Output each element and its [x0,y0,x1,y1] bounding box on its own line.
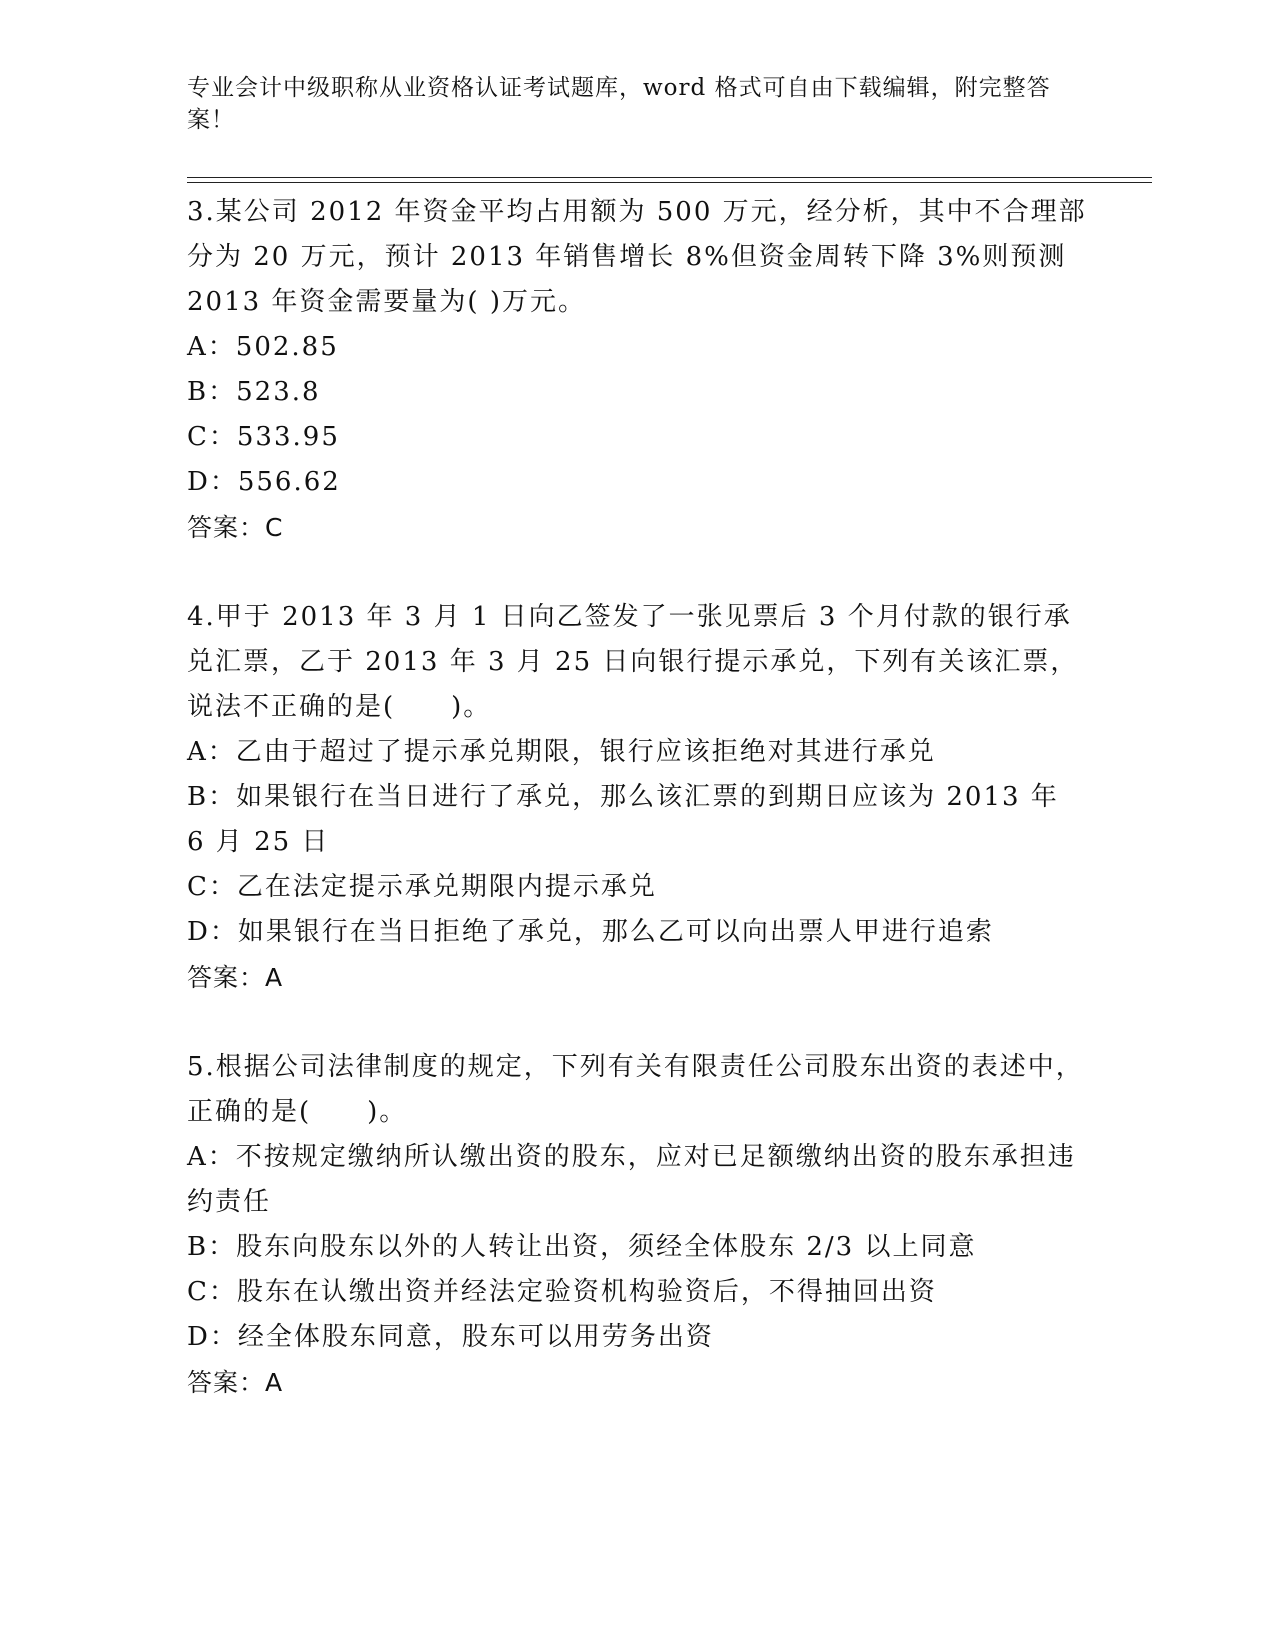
option-c: C：股东在认缴出资并经法定验资机构验资后，不得抽回出资 [187,1277,937,1307]
option-b: B：如果银行在当日进行了承兑，那么该汇票的到期日应该为 2013 年 6 月 25 日 [187,782,1059,857]
option-d: D：经全体股东同意，股东可以用劳务出资 [187,1322,714,1352]
question-4 [187,595,1087,1000]
option-d: D：556.62 [187,467,341,497]
question-spacer [187,1000,1087,1045]
answer-label: 答案：A [187,963,284,992]
question-5 [187,1045,1087,1405]
question-stem: 3.某公司 2012 年资金平均占用额为 500 万元，经分析，其中不合理部分为 20 万元，预计 2013 年销售增长 8%但资金周转下降 3%则预测 2013 年资金需要量为( )万元。 [187,197,1087,317]
question-stem: 5.根据公司法律制度的规定，下列有关有限责任公司股东出资的表述中，正确的是( )。 [187,1052,1084,1127]
option-a: A：502.85 [187,332,339,362]
option-a: A：乙由于超过了提示承兑期限，银行应该拒绝对其进行承兑 [187,737,936,767]
answer-label: 答案：C [187,513,284,542]
header-rule-bottom [187,182,1152,183]
header-rule-top [187,177,1152,178]
question-list [187,190,1087,1405]
question-stem: 4.甲于 2013 年 3 月 1 日向乙签发了一张见票后 3 个月付款的银行承兑汇票，乙于 2013 年 3 月 25 日向银行提示承兑，下列有关该汇票，说法不正确的是( )。 [187,602,1079,722]
option-b: B：股东向股东以外的人转让出资，须经全体股东 2/3 以上同意 [187,1232,977,1262]
option-d: D：如果银行在当日拒绝了承兑，那么乙可以向出票人甲进行追索 [187,917,994,947]
answer-label: 答案：A [187,1368,284,1397]
option-c: C：533.95 [187,422,340,452]
option-a: A：不按规定缴纳所认缴出资的股东，应对已足额缴纳出资的股东承担违约责任 [187,1142,1076,1217]
option-b: B：523.8 [187,377,321,407]
document-header: 专业会计中级职称从业资格认证考试题库，word 格式可自由下载编辑，附完整答案！ [187,75,1051,133]
option-c: C：乙在法定提示承兑期限内提示承兑 [187,872,657,902]
question-3 [187,190,1087,550]
question-spacer [187,550,1087,595]
